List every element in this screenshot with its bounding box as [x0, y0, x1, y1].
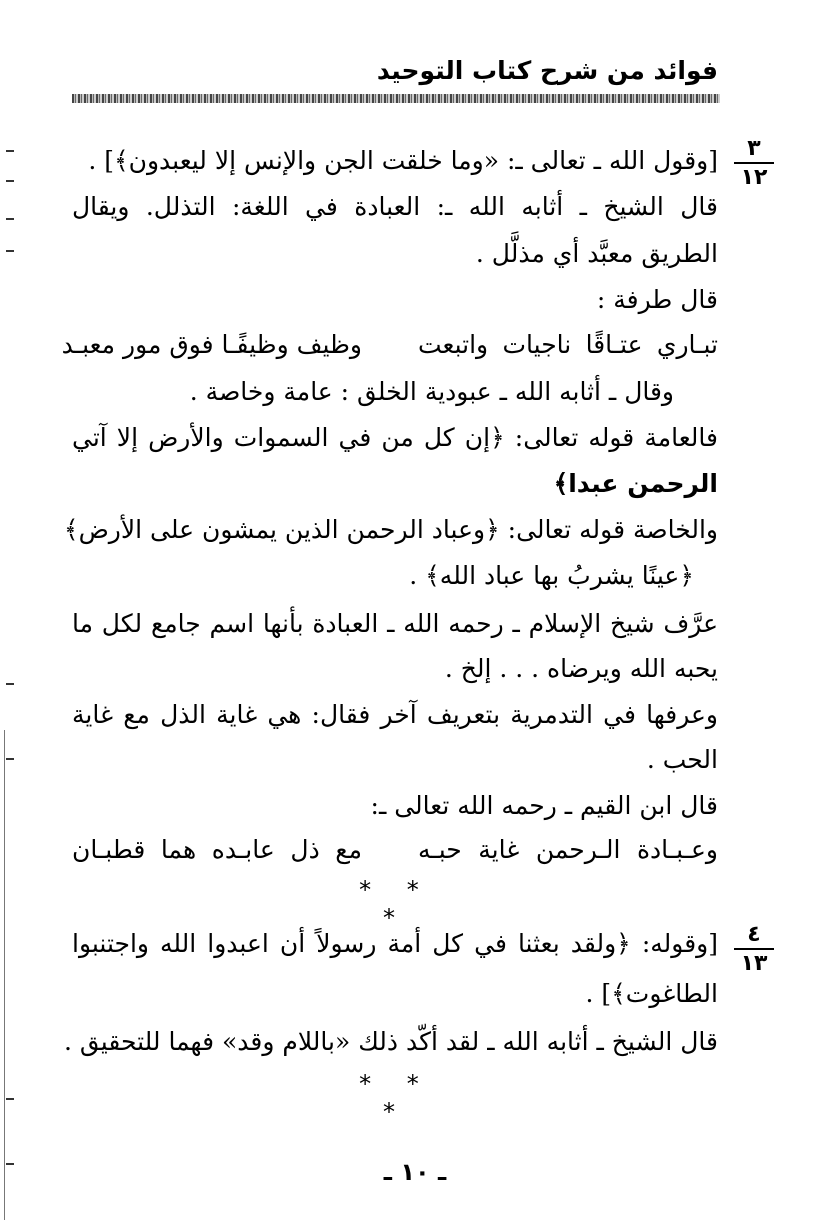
text-line: فالعامة قوله تعالى: ﴿إن كل من في السموات والأرض إلا آتي: [72, 423, 718, 452]
scan-edge-mark: [6, 1098, 14, 1100]
text-line: الطاغوت﴾] .: [585, 979, 718, 1008]
section-separator-stars: * * *: [359, 1070, 433, 1126]
text-line: قال ابن القيم ـ رحمه الله تعالى ـ:: [370, 791, 718, 820]
scan-edge-mark: [6, 1163, 14, 1165]
text-line: والخاصة قوله تعالى: ﴿وعباد الرحمن الذين يمشون على الأرض﴾: [63, 515, 718, 544]
text-line: وقال ـ أثابه الله ـ عبودية الخلق : عامة وخاصة .: [189, 377, 674, 406]
verse-hemistich-first: وعـبـادة الـرحمن غاية حبـه: [418, 835, 718, 864]
text-line: الحب .: [646, 745, 718, 774]
scan-edge-mark: [6, 180, 14, 182]
marker-number-bottom: ١٣: [740, 951, 768, 976]
verse-hemistich-second: وظيف وظيفًـا فوق مور معبـد: [61, 330, 362, 359]
text-line: [وقول الله ـ تعالى ـ: «وما خلقت الجن والإنس إلا ليعبدون﴾] .: [88, 146, 718, 175]
verse-hemistich-second: مع ذل عابـده هما قطبـان: [72, 835, 362, 864]
verse-hemistich-first: تبـاري عتـاقًا ناجيات واتبعت: [418, 330, 718, 359]
text-line: [وقوله: ﴿ولقد بعثنا في كل أمة رسولاً أن اعبدوا الله واجتنبوا: [72, 929, 718, 958]
section-marker-3-12: [734, 136, 774, 190]
marker-number-bottom: ١٢: [740, 165, 768, 190]
scan-edge-mark: [6, 683, 14, 685]
section-separator-stars: * * *: [359, 876, 433, 932]
scan-edge-mark: [6, 758, 14, 760]
text-line: ﴿عينًا يشربُ بها عباد الله﴾ .: [409, 561, 694, 590]
text-line: يحبه الله ويرضاه . . . إلخ .: [444, 654, 718, 683]
header-divider: [72, 94, 720, 103]
scan-edge-line: [4, 730, 5, 1220]
marker-number-top: ٣: [734, 136, 774, 164]
text-line: وعرفها في التدمرية بتعريف آخر فقال: هي غاية الذل مع غاية: [72, 700, 718, 729]
scan-edge-mark: [6, 150, 14, 152]
text-line: قال طرفة :: [596, 285, 718, 314]
marker-number-top: ٤: [734, 922, 774, 950]
text-line: قال الشيخ ـ أثابه الله ـ لقد أكّد ذلك «باللام وقد» فهما للتحقيق .: [64, 1027, 718, 1056]
text-line: الرحمن عبدا﴾: [553, 469, 718, 498]
running-header-title: فوائد من شرح كتاب التوحيد: [376, 56, 718, 85]
scan-edge-mark: [6, 218, 14, 220]
page-number: ـ ١٠ ـ: [383, 1158, 447, 1186]
text-line: عرَّف شيخ الإسلام ـ رحمه الله ـ العبادة بأنها اسم جامع لكل ما: [72, 609, 718, 638]
scan-edge-mark: [6, 250, 14, 252]
text-line: قال الشيخ ـ أثابه الله ـ: العبادة في اللغة: التذلل. ويقال: [72, 192, 718, 221]
text-line: الطريق معبَّد أي مذلَّل .: [475, 239, 718, 268]
section-marker-4-13: [734, 922, 774, 976]
